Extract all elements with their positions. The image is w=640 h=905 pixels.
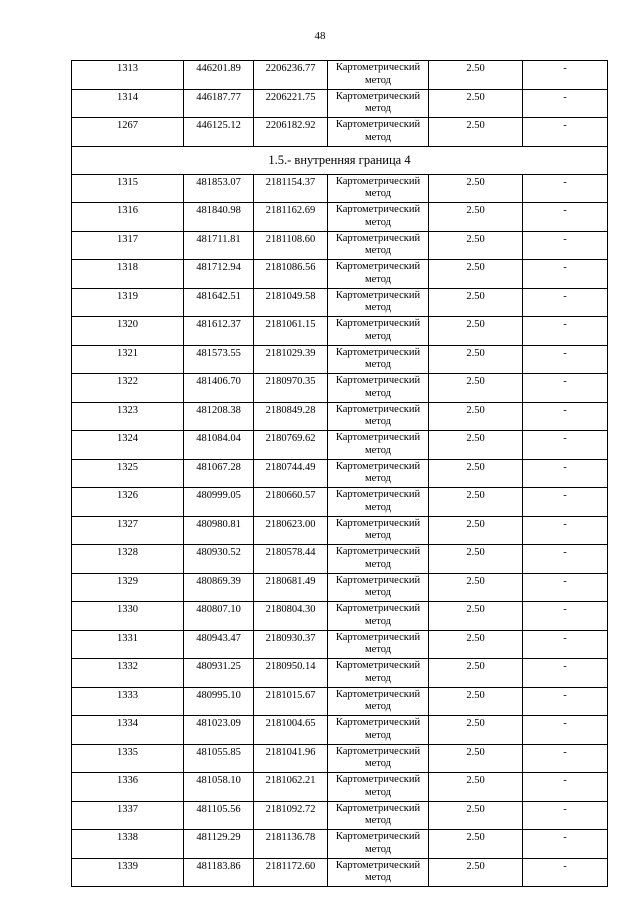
method-cell: Картометрический метод <box>328 231 429 260</box>
section-title: 1.5.- внутренняя граница 4 <box>72 146 608 174</box>
x-coordinate-cell: 481573.55 <box>184 345 254 374</box>
method-cell: Картометрический метод <box>328 288 429 317</box>
x-coordinate-cell: 480807.10 <box>184 602 254 631</box>
point-number-cell: 1320 <box>72 317 184 346</box>
point-number-cell: 1316 <box>72 203 184 232</box>
x-coordinate-cell: 481208.38 <box>184 402 254 431</box>
method-cell: Картометрический метод <box>328 203 429 232</box>
method-cell: Картометрический метод <box>328 687 429 716</box>
point-number-cell: 1331 <box>72 630 184 659</box>
accuracy-cell: 2.50 <box>429 602 523 631</box>
point-number-cell: 1324 <box>72 431 184 460</box>
table-row <box>72 374 608 403</box>
description-cell: - <box>523 288 608 317</box>
point-number-cell: 1327 <box>72 516 184 545</box>
accuracy-cell: 2.50 <box>429 573 523 602</box>
point-number-cell: 1339 <box>72 858 184 887</box>
method-cell: Картометрический метод <box>328 630 429 659</box>
accuracy-cell: 2.50 <box>429 630 523 659</box>
x-coordinate-cell: 481105.56 <box>184 801 254 830</box>
x-coordinate-cell: 480930.52 <box>184 545 254 574</box>
point-number-cell: 1332 <box>72 659 184 688</box>
x-coordinate-cell: 481406.70 <box>184 374 254 403</box>
y-coordinate-cell: 2180950.14 <box>254 659 328 688</box>
table-row <box>72 801 608 830</box>
y-coordinate-cell: 2206221.75 <box>254 89 328 118</box>
y-coordinate-cell: 2180660.57 <box>254 488 328 517</box>
x-coordinate-cell: 481055.85 <box>184 744 254 773</box>
table-row <box>72 61 608 90</box>
description-cell: - <box>523 431 608 460</box>
y-coordinate-cell: 2181108.60 <box>254 231 328 260</box>
table-row <box>72 573 608 602</box>
method-cell: Картометрический метод <box>328 716 429 745</box>
accuracy-cell: 2.50 <box>429 345 523 374</box>
x-coordinate-cell: 480931.25 <box>184 659 254 688</box>
x-coordinate-cell: 480980.81 <box>184 516 254 545</box>
accuracy-cell: 2.50 <box>429 288 523 317</box>
accuracy-cell: 2.50 <box>429 488 523 517</box>
description-cell: - <box>523 630 608 659</box>
table-row <box>72 545 608 574</box>
point-number-cell: 1333 <box>72 687 184 716</box>
method-cell: Картометрический метод <box>328 773 429 802</box>
y-coordinate-cell: 2181136.78 <box>254 830 328 859</box>
description-cell: - <box>523 687 608 716</box>
description-cell: - <box>523 573 608 602</box>
point-number-cell: 1326 <box>72 488 184 517</box>
point-number-cell: 1337 <box>72 801 184 830</box>
description-cell: - <box>523 61 608 90</box>
y-coordinate-cell: 2180769.62 <box>254 431 328 460</box>
table-row <box>72 744 608 773</box>
page-number: 48 <box>314 30 326 42</box>
y-coordinate-cell: 2181154.37 <box>254 174 328 203</box>
table-body-top <box>72 61 608 147</box>
table-row <box>72 431 608 460</box>
table-row <box>72 858 608 887</box>
accuracy-cell: 2.50 <box>429 545 523 574</box>
accuracy-cell: 2.50 <box>429 801 523 830</box>
description-cell: - <box>523 801 608 830</box>
point-number-cell: 1328 <box>72 545 184 574</box>
y-coordinate-cell: 2206182.92 <box>254 118 328 147</box>
method-cell: Картометрический метод <box>328 801 429 830</box>
y-coordinate-cell: 2181162.69 <box>254 203 328 232</box>
accuracy-cell: 2.50 <box>429 687 523 716</box>
table-row <box>72 630 608 659</box>
method-cell: Картометрический метод <box>328 830 429 859</box>
x-coordinate-cell: 481612.37 <box>184 317 254 346</box>
accuracy-cell: 2.50 <box>429 431 523 460</box>
method-cell: Картометрический метод <box>328 431 429 460</box>
y-coordinate-cell: 2181049.58 <box>254 288 328 317</box>
table-row <box>72 602 608 631</box>
description-cell: - <box>523 374 608 403</box>
y-coordinate-cell: 2180578.44 <box>254 545 328 574</box>
table-row <box>72 174 608 203</box>
coordinates-table <box>71 60 608 887</box>
description-cell: - <box>523 459 608 488</box>
accuracy-cell: 2.50 <box>429 459 523 488</box>
accuracy-cell: 2.50 <box>429 830 523 859</box>
accuracy-cell: 2.50 <box>429 118 523 147</box>
y-coordinate-cell: 2180849.28 <box>254 402 328 431</box>
x-coordinate-cell: 481711.81 <box>184 231 254 260</box>
description-cell: - <box>523 174 608 203</box>
section-header-row <box>72 146 608 174</box>
point-number-cell: 1325 <box>72 459 184 488</box>
y-coordinate-cell: 2180681.49 <box>254 573 328 602</box>
y-coordinate-cell: 2181062.21 <box>254 773 328 802</box>
table-row <box>72 488 608 517</box>
accuracy-cell: 2.50 <box>429 744 523 773</box>
y-coordinate-cell: 2180744.49 <box>254 459 328 488</box>
accuracy-cell: 2.50 <box>429 773 523 802</box>
method-cell: Картометрический метод <box>328 744 429 773</box>
description-cell: - <box>523 118 608 147</box>
accuracy-cell: 2.50 <box>429 317 523 346</box>
x-coordinate-cell: 481129.29 <box>184 830 254 859</box>
table-body-bottom <box>72 174 608 887</box>
table-row <box>72 687 608 716</box>
point-number-cell: 1334 <box>72 716 184 745</box>
section-header-group <box>72 146 608 174</box>
point-number-cell: 1336 <box>72 773 184 802</box>
method-cell: Картометрический метод <box>328 317 429 346</box>
method-cell: Картометрический метод <box>328 174 429 203</box>
y-coordinate-cell: 2181061.15 <box>254 317 328 346</box>
description-cell: - <box>523 744 608 773</box>
description-cell: - <box>523 231 608 260</box>
y-coordinate-cell: 2180970.35 <box>254 374 328 403</box>
x-coordinate-cell: 480999.05 <box>184 488 254 517</box>
x-coordinate-cell: 480943.47 <box>184 630 254 659</box>
description-cell: - <box>523 516 608 545</box>
description-cell: - <box>523 545 608 574</box>
table-row <box>72 260 608 289</box>
y-coordinate-cell: 2181029.39 <box>254 345 328 374</box>
accuracy-cell: 2.50 <box>429 516 523 545</box>
y-coordinate-cell: 2181041.96 <box>254 744 328 773</box>
point-number-cell: 1329 <box>72 573 184 602</box>
accuracy-cell: 2.50 <box>429 203 523 232</box>
point-number-cell: 1317 <box>72 231 184 260</box>
method-cell: Картометрический метод <box>328 459 429 488</box>
description-cell: - <box>523 402 608 431</box>
method-cell: Картометрический метод <box>328 374 429 403</box>
method-cell: Картометрический метод <box>328 602 429 631</box>
y-coordinate-cell: 2206236.77 <box>254 61 328 90</box>
description-cell: - <box>523 602 608 631</box>
table-row <box>72 516 608 545</box>
description-cell: - <box>523 716 608 745</box>
y-coordinate-cell: 2180804.30 <box>254 602 328 631</box>
x-coordinate-cell: 481642.51 <box>184 288 254 317</box>
y-coordinate-cell: 2181092.72 <box>254 801 328 830</box>
x-coordinate-cell: 481853.07 <box>184 174 254 203</box>
accuracy-cell: 2.50 <box>429 174 523 203</box>
y-coordinate-cell: 2181004.65 <box>254 716 328 745</box>
method-cell: Картометрический метод <box>328 345 429 374</box>
accuracy-cell: 2.50 <box>429 231 523 260</box>
point-number-cell: 1335 <box>72 744 184 773</box>
description-cell: - <box>523 345 608 374</box>
point-number-cell: 1313 <box>72 61 184 90</box>
point-number-cell: 1267 <box>72 118 184 147</box>
description-cell: - <box>523 830 608 859</box>
accuracy-cell: 2.50 <box>429 659 523 688</box>
table-row <box>72 659 608 688</box>
x-coordinate-cell: 480869.39 <box>184 573 254 602</box>
x-coordinate-cell: 481712.94 <box>184 260 254 289</box>
method-cell: Картометрический метод <box>328 573 429 602</box>
description-cell: - <box>523 488 608 517</box>
y-coordinate-cell: 2181015.67 <box>254 687 328 716</box>
method-cell: Картометрический метод <box>328 488 429 517</box>
method-cell: Картометрический метод <box>328 89 429 118</box>
accuracy-cell: 2.50 <box>429 858 523 887</box>
x-coordinate-cell: 481023.09 <box>184 716 254 745</box>
x-coordinate-cell: 446187.77 <box>184 89 254 118</box>
table-row <box>72 773 608 802</box>
y-coordinate-cell: 2181172.60 <box>254 858 328 887</box>
table-row <box>72 288 608 317</box>
point-number-cell: 1321 <box>72 345 184 374</box>
table-row <box>72 402 608 431</box>
x-coordinate-cell: 481067.28 <box>184 459 254 488</box>
point-number-cell: 1322 <box>72 374 184 403</box>
point-number-cell: 1315 <box>72 174 184 203</box>
table-row <box>72 118 608 147</box>
accuracy-cell: 2.50 <box>429 402 523 431</box>
x-coordinate-cell: 481084.04 <box>184 431 254 460</box>
accuracy-cell: 2.50 <box>429 89 523 118</box>
accuracy-cell: 2.50 <box>429 260 523 289</box>
method-cell: Картометрический метод <box>328 61 429 90</box>
table-row <box>72 830 608 859</box>
method-cell: Картометрический метод <box>328 118 429 147</box>
point-number-cell: 1323 <box>72 402 184 431</box>
point-number-cell: 1319 <box>72 288 184 317</box>
accuracy-cell: 2.50 <box>429 374 523 403</box>
description-cell: - <box>523 203 608 232</box>
table-row <box>72 459 608 488</box>
description-cell: - <box>523 260 608 289</box>
y-coordinate-cell: 2180623.00 <box>254 516 328 545</box>
description-cell: - <box>523 773 608 802</box>
table-row <box>72 231 608 260</box>
point-number-cell: 1318 <box>72 260 184 289</box>
table-row <box>72 345 608 374</box>
x-coordinate-cell: 481058.10 <box>184 773 254 802</box>
method-cell: Картометрический метод <box>328 858 429 887</box>
method-cell: Картометрический метод <box>328 402 429 431</box>
method-cell: Картометрический метод <box>328 545 429 574</box>
table-row <box>72 317 608 346</box>
accuracy-cell: 2.50 <box>429 716 523 745</box>
x-coordinate-cell: 481840.98 <box>184 203 254 232</box>
method-cell: Картометрический метод <box>328 659 429 688</box>
x-coordinate-cell: 446125.12 <box>184 118 254 147</box>
y-coordinate-cell: 2180930.37 <box>254 630 328 659</box>
description-cell: - <box>523 858 608 887</box>
accuracy-cell: 2.50 <box>429 61 523 90</box>
method-cell: Картометрический метод <box>328 260 429 289</box>
description-cell: - <box>523 659 608 688</box>
method-cell: Картометрический метод <box>328 516 429 545</box>
description-cell: - <box>523 89 608 118</box>
table-row <box>72 203 608 232</box>
point-number-cell: 1330 <box>72 602 184 631</box>
point-number-cell: 1314 <box>72 89 184 118</box>
x-coordinate-cell: 480995.10 <box>184 687 254 716</box>
point-number-cell: 1338 <box>72 830 184 859</box>
table-row <box>72 89 608 118</box>
x-coordinate-cell: 446201.89 <box>184 61 254 90</box>
x-coordinate-cell: 481183.86 <box>184 858 254 887</box>
table-row <box>72 716 608 745</box>
description-cell: - <box>523 317 608 346</box>
y-coordinate-cell: 2181086.56 <box>254 260 328 289</box>
